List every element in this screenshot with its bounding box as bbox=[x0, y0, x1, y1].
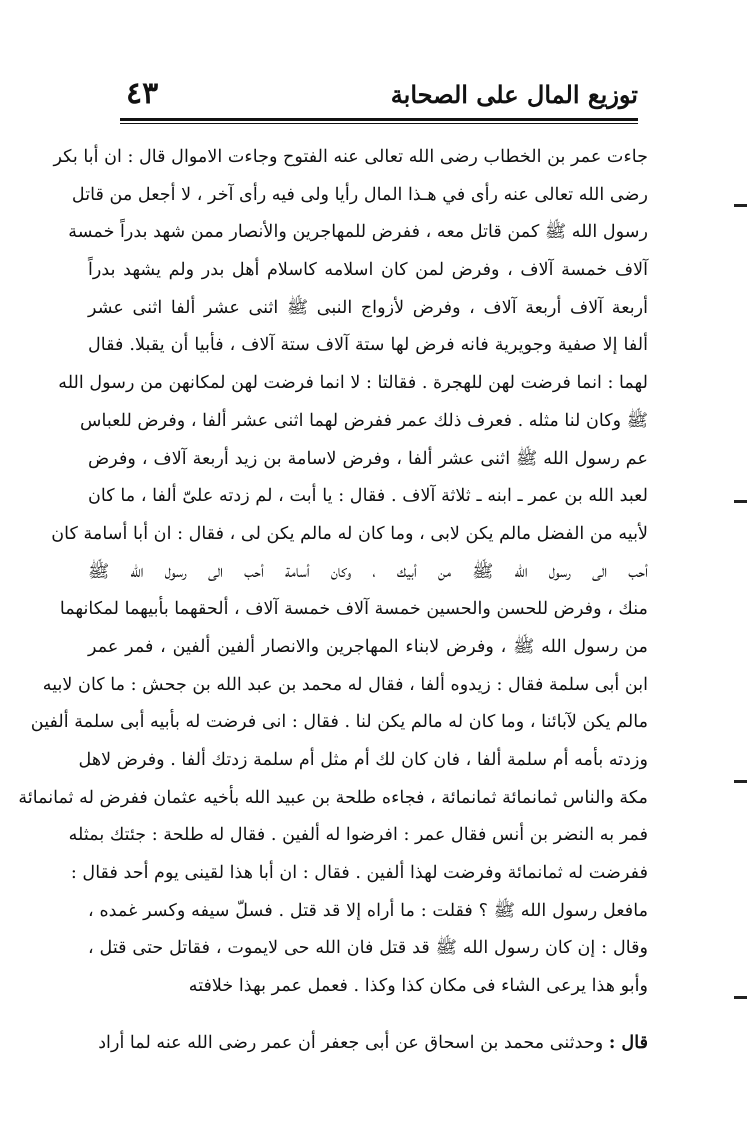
text-line: لعبد الله بن عمر ـ ابنه ـ ثلاثة آلاف . فقال : يا أبت ، لم زدته علىّ ألفا ، ما كان bbox=[88, 486, 648, 507]
margin-tick bbox=[734, 780, 747, 783]
text-line: وزدته بأمه أم سلمة ألفا ، فان كان لك أم مثل أم سلمة زدتك ألفا . وفرض لاهل bbox=[78, 750, 648, 770]
final-line-lead: قال : bbox=[608, 1032, 648, 1053]
text-line: لأبيه من الفضل مالم يكن لابى ، وما كان له مالم يكن لى ، فقال : ان أبا أسامة كان bbox=[51, 523, 648, 544]
text-line: لهما : انما فرضت لهن للهجرة . فقالتا : لا انما فرضت لهن لمكانهن من رسول الله bbox=[58, 373, 648, 394]
text-line: رضى الله تعالى عنه رأى في هـذا المال رأيا ولى فيه رأى آخر ، لا أجعل من قاتل bbox=[71, 184, 648, 205]
header-rule-thick bbox=[120, 118, 638, 121]
text-line: عم رسول الله ﷺ اثنى عشر ألفا ، وفرض لاسامة بن زيد أربعة آلاف ، وفرض bbox=[88, 448, 648, 469]
text-line: ألفا إلا صفية وجويرية فانه فرض لها ستة آلاف ستة آلاف ، فأبيا أن يقبلا. فقال bbox=[88, 335, 648, 356]
final-line-text: وحدثنى محمد بن اسحاق عن أبى جعفر أن عمر رضى الله عنه لما أراد bbox=[98, 1033, 604, 1053]
text-line: ﷺ وكان لنا مثله . فعرف ذلك عمر ففرض لهما اثنى عشر ألفا ، وفرض للعباس bbox=[80, 410, 648, 431]
text-line: رسول الله ﷺ كمن قاتل معه ، ففرض للمهاجرين والأنصار ممن شهد بدراً خمسة bbox=[68, 222, 648, 243]
margin-tick bbox=[734, 996, 747, 999]
page-number: ٤٣ bbox=[126, 76, 159, 111]
text-line: فمر به النضر بن أنس فقال عمر : افرضوا له ألفين . فقال له طلحة : جئتك بمثله bbox=[68, 825, 648, 846]
text-line: منك ، وفرض للحسن والحسين خمسة آلاف خمسة آلاف ، ألحقهما بأبيهما لمكانهما bbox=[59, 599, 648, 620]
page-header bbox=[118, 78, 638, 118]
text-line: ابن أبى سلمة فقال : زيدوه ألفا ، فقال له محمد بن عبد الله بن جحش : ما كان لابيه bbox=[42, 674, 648, 695]
text-line: آلاف خمسة آلاف ، وفرض لمن كان اسلامه كاسلام أهل بدر ولم يشهد بدراً bbox=[88, 260, 648, 281]
text-line: مالم يكن لآبائنا ، وما كان له مالم يكن لنا . فقال : انى فرضت له بأبيه أبى سلمة ألفين bbox=[30, 712, 648, 733]
text-line: وقال : إن كان رسول الله ﷺ قد قتل فان الله حى لايموت ، فقاتل حتى قتل ، bbox=[88, 938, 648, 959]
text-line: مافعل رسول الله ﷺ ؟ فقلت : ما أراه إلا قد قتل . فسلّ سيفه وكسر غمده ، bbox=[88, 900, 648, 921]
text-line: أحب الى رسول الله ﷺ من أبيك ، وكان أسامة أحب الى رسول الله ﷺ bbox=[88, 561, 648, 582]
final-line bbox=[88, 1024, 648, 1062]
margin-tick bbox=[734, 500, 747, 503]
text-line: من رسول الله ﷺ ، وفرض لابناء المهاجرين والانصار ألفين ألفين ، فمر عمر bbox=[88, 636, 648, 657]
text-line: مكة والناس ثمانمائة ثمانمائة ، فجاءه طلحة بن عبيد الله بأخيه عثمان ففرض له ثمانمائة bbox=[18, 787, 648, 808]
text-line: أربعة آلاف أربعة آلاف ، وفرض لأزواج النبى ﷺ اثنى عشر ألفا اثنى عشر bbox=[88, 297, 648, 318]
margin-tick bbox=[734, 204, 747, 207]
text-line: جاءت عمر بن الخطاب رضى الله تعالى عنه الفتوح وجاءت الاموال قال : ان أبا بكر bbox=[53, 147, 648, 167]
header-rule-thin bbox=[120, 123, 638, 124]
running-title: توزيع المال على الصحابة bbox=[390, 80, 638, 109]
text-line: ففرضت له ثمانمائة وفرضت لهذا ألفين . فقال : ان أبا هذا لقينى يوم أحد فقال : bbox=[70, 863, 648, 884]
body-text bbox=[18, 139, 648, 1006]
text-line: وأبو هذا يرعى الشاء فى مكان كذا وكذا . فعمل عمر بهذا خلافته bbox=[188, 976, 648, 997]
